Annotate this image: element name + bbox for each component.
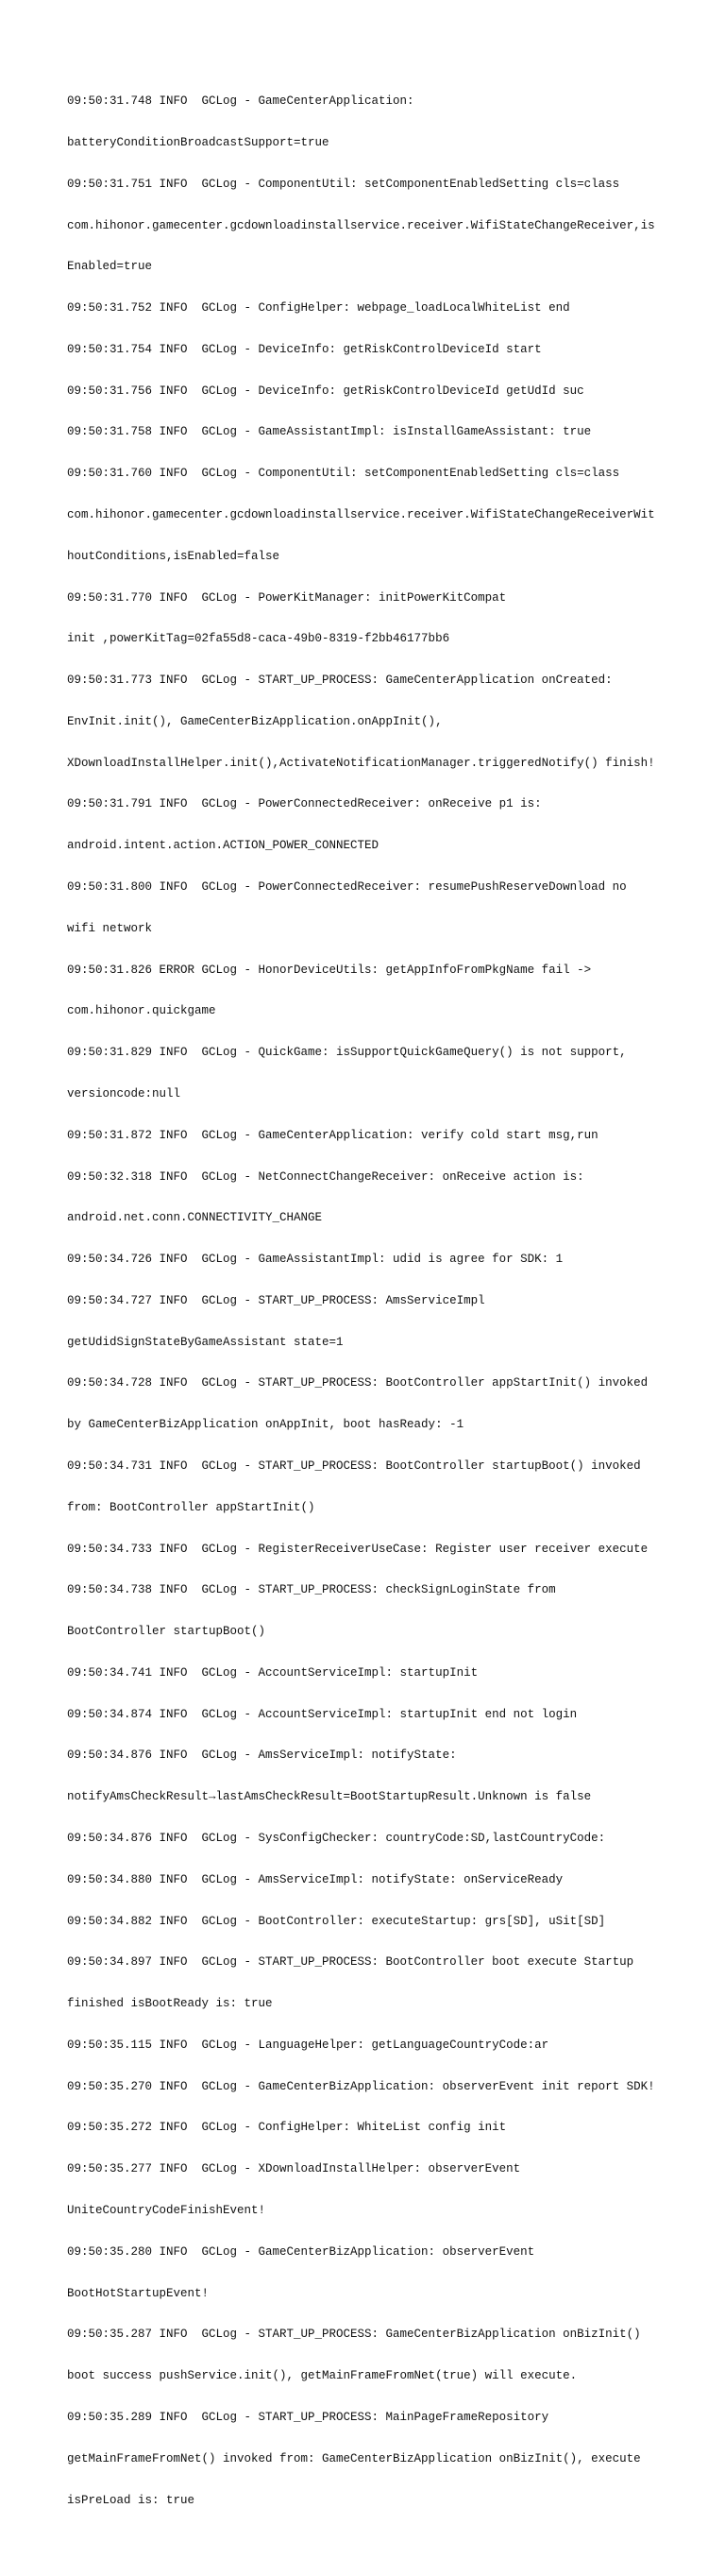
log-line: android.net.conn.CONNECTIVITY_CHANGE (67, 1211, 323, 1225)
log-line: 09:50:35.280 INFO GCLog - GameCenterBizApplication: observerEvent (67, 2244, 535, 2259)
log-line: batteryConditionBroadcastSupport=true (67, 135, 329, 149)
log-line: UniteCountryCodeFinishEvent! (67, 2204, 266, 2218)
log-line: 09:50:34.728 INFO GCLog - START_UP_PROCESS: BootController appStartInit() invoked (67, 1376, 649, 1390)
log-line: 09:50:31.773 INFO GCLog - START_UP_PROCESS: GameCenterApplication onCreated: (67, 674, 613, 688)
log-line: init ,powerKitTag=02fa55d8-caca-49b0-8319-f2bb46177bb6 (67, 632, 450, 646)
log-line: 09:50:35.289 INFO GCLog - START_UP_PROCESS: MainPageFrameRepository (67, 2410, 549, 2424)
log-text-block (67, 67, 671, 2576)
log-line (67, 2534, 671, 2549)
log-line: 09:50:32.318 INFO GCLog - NetConnectChangeReceiver: onReceive action is: (67, 1169, 584, 1184)
log-line: 09:50:31.760 INFO GCLog - ComponentUtil: setComponentEnabledSetting cls=class (67, 467, 620, 481)
log-line: 09:50:31.791 INFO GCLog - PowerConnectedReceiver: onReceive p1 is: (67, 797, 542, 811)
log-line: EnvInit.init(), GameCenterBizApplication.onAppInit(), (67, 714, 443, 728)
log-line: com.hihonor.gamecenter.gcdownloadinstallservice.receiver.WifiStateChangeReceiver,is (67, 218, 655, 232)
log-line: 09:50:31.829 INFO GCLog - QuickGame: isSupportQuickGameQuery() is not support, (67, 1046, 627, 1060)
log-line: 09:50:31.758 INFO GCLog - GameAssistantImpl: isInstallGameAssistant: true (67, 425, 592, 439)
log-line: 09:50:35.270 INFO GCLog - GameCenterBizApplication: observerEvent init report SDK! (67, 2079, 655, 2093)
log-line: 09:50:34.741 INFO GCLog - AccountServiceImpl: startupInit (67, 1665, 479, 1680)
log-line: 09:50:34.726 INFO GCLog - GameAssistantImpl: udid is agree for SDK: 1 (67, 1253, 564, 1267)
log-line: 09:50:31.756 INFO GCLog - DeviceInfo: getRiskControlDeviceId getUdId suc (67, 384, 584, 398)
log-line: isPreLoad is: true (67, 2493, 195, 2507)
log-line: 09:50:34.876 INFO GCLog - AmsServiceImpl: notifyState: (67, 1749, 457, 1763)
log-line: finished isBootReady is: true (67, 1997, 273, 2011)
log-line: 09:50:31.872 INFO GCLog - GameCenterApplication: verify cold start msg,run (67, 1128, 599, 1142)
log-line: by GameCenterBizApplication onAppInit, boot hasReady: -1 (67, 1418, 464, 1432)
log-line: 09:50:31.751 INFO GCLog - ComponentUtil: setComponentEnabledSetting cls=class (67, 177, 620, 191)
log-line: 09:50:34.738 INFO GCLog - START_UP_PROCESS: checkSignLoginState from (67, 1583, 556, 1597)
log-line: 09:50:31.770 INFO GCLog - PowerKitManager: initPowerKitCompat (67, 590, 507, 605)
log-line: BootHotStartupEvent! (67, 2286, 210, 2300)
log-line: com.hihonor.quickgame (67, 1004, 216, 1018)
log-line-error: 09:50:31.826 ERROR GCLog - HonorDeviceUtils: getAppInfoFromPkgName fail -> (67, 963, 592, 977)
log-line: 09:50:31.748 INFO GCLog - GameCenterApplication: (67, 94, 414, 109)
log-line: 09:50:35.272 INFO GCLog - ConfigHelper: WhiteList config init (67, 2121, 507, 2135)
log-line: versioncode:null (67, 1086, 181, 1100)
log-line: getMainFrameFromNet() invoked from: GameCenterBizApplication onBizInit(), execute (67, 2451, 641, 2465)
log-line: 09:50:31.754 INFO GCLog - DeviceInfo: getRiskControlDeviceId start (67, 342, 542, 356)
log-line: 09:50:34.733 INFO GCLog - RegisterReceiverUseCase: Register user receiver execute (67, 1542, 649, 1556)
log-line: 09:50:34.731 INFO GCLog - START_UP_PROCESS: BootController startupBoot() invoked (67, 1459, 641, 1473)
log-line: 09:50:34.874 INFO GCLog - AccountServiceImpl: startupInit end not login (67, 1707, 578, 1721)
log-line: XDownloadInstallHelper.init(),ActivateNotificationManager.triggeredNotify() finish! (67, 756, 655, 770)
log-line: Enabled=true (67, 260, 153, 274)
log-line: BootController startupBoot() (67, 1625, 266, 1639)
log-line: 09:50:35.287 INFO GCLog - START_UP_PROCESS: GameCenterBizApplication onBizInit() (67, 2328, 641, 2342)
log-line: android.intent.action.ACTION_POWER_CONNECTED (67, 839, 379, 853)
log-line: boot success pushService.init(), getMainFrameFromNet(true) will execute. (67, 2369, 578, 2383)
log-line: 09:50:34.897 INFO GCLog - START_UP_PROCESS: BootController boot execute Startup (67, 1955, 634, 1970)
log-line: notifyAmsCheckResult→lastAmsCheckResult=BootStartupResult.Unknown is false (67, 1790, 592, 1804)
log-line: wifi network (67, 921, 153, 935)
log-line: 09:50:35.115 INFO GCLog - LanguageHelper: getLanguageCountryCode:ar (67, 2038, 549, 2052)
log-line: 09:50:35.277 INFO GCLog - XDownloadInstallHelper: observerEvent (67, 2162, 521, 2176)
log-line: 09:50:34.880 INFO GCLog - AmsServiceImpl: notifyState: onServiceReady (67, 1872, 564, 1886)
log-line: 09:50:34.882 INFO GCLog - BootController: executeStartup: grs[SD], uSit[SD] (67, 1914, 606, 1928)
log-line: houtConditions,isEnabled=false (67, 549, 280, 563)
log-line: 09:50:34.727 INFO GCLog - START_UP_PROCESS: AmsServiceImpl (67, 1293, 485, 1307)
log-line: 09:50:34.876 INFO GCLog - SysConfigChecker: countryCode:SD,lastCountryCode: (67, 1832, 606, 1845)
log-line: 09:50:31.752 INFO GCLog - ConfigHelper: webpage_loadLocalWhiteList end (67, 301, 570, 316)
log-line: com.hihonor.gamecenter.gcdownloadinstallservice.receiver.WifiStateChangeReceiverWit (67, 508, 655, 521)
log-line: 09:50:31.800 INFO GCLog - PowerConnectedReceiver: resumePushReserveDownload no (67, 880, 627, 895)
log-line: getUdidSignStateByGameAssistant state=1 (67, 1335, 344, 1349)
log-line: from: BootController appStartInit() (67, 1500, 315, 1514)
